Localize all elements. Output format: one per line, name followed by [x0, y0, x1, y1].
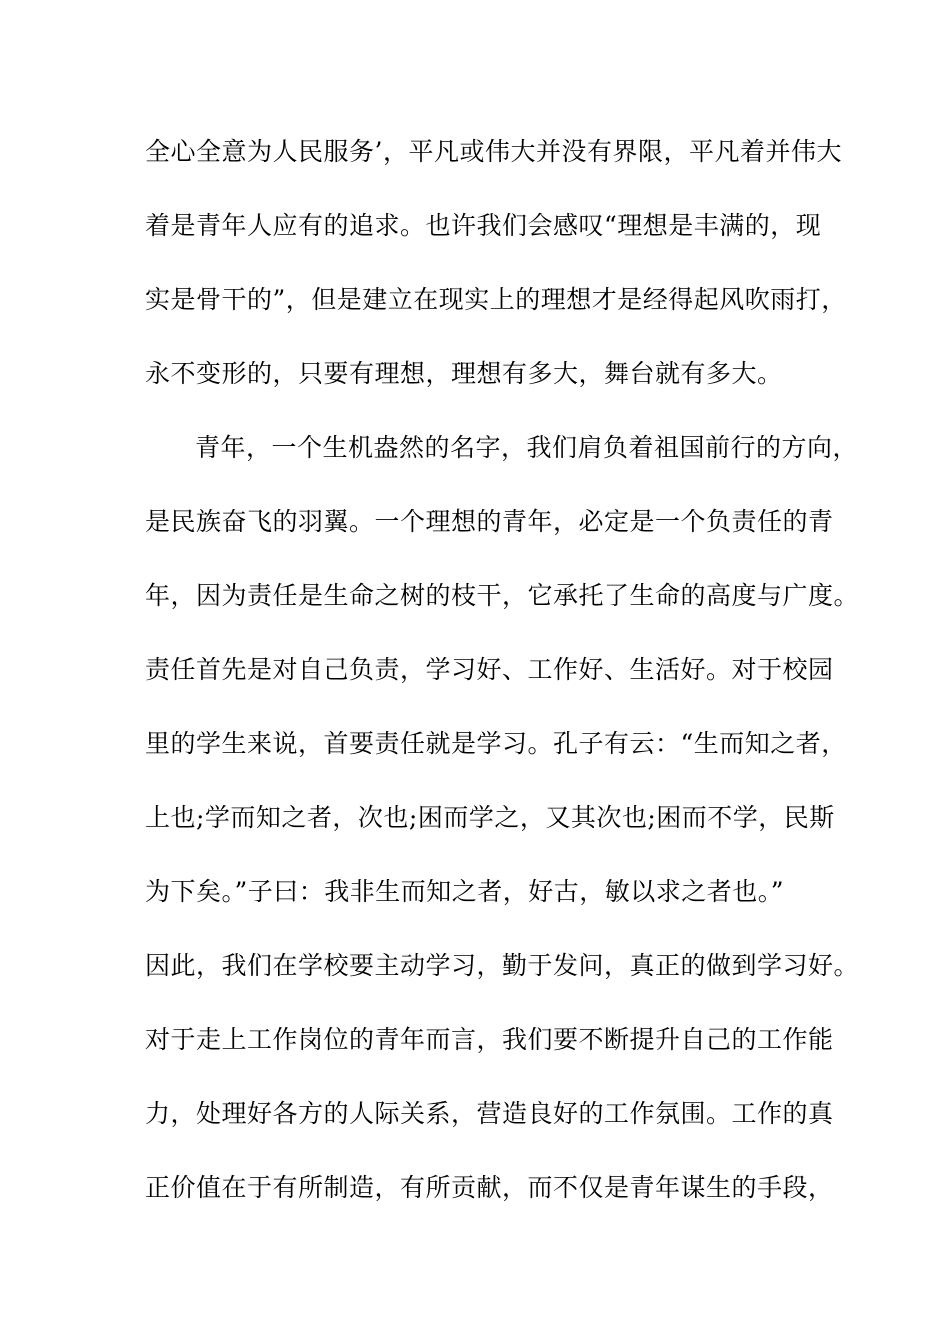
text-line: 力，处理好各方的人际关系，营造良好的工作氛围。工作的真 [145, 1099, 834, 1128]
text-line: 里的学生来说，首要责任就是学习。孔子有云：“生而知之者， [145, 729, 847, 758]
text-line: 责任首先是对自己负责，学习好、工作好、生活好。对于校园 [145, 655, 834, 684]
text-line: 年，因为责任是生命之树的枝干，它承托了生命的高度与广度。 [145, 581, 860, 610]
paragraph-start-line: 青年，一个生机盎然的名字，我们肩负着祖国前行的方向， [195, 433, 859, 462]
text-line: 因此，我们在学校要主动学习，勤于发问，真正的做到学习好。 [145, 951, 860, 980]
text-line: 为下矣。”子曰：我非生而知之者，好古，敏以求之者也。” [145, 877, 785, 906]
body-text [145, 132, 860, 1242]
text-line: 着是青年人应有的追求。也许我们会感叹“理想是丰满的，现 [145, 211, 822, 240]
text-line: 是民族奋飞的羽翼。一个理想的青年，必定是一个负责任的青 [145, 507, 834, 536]
text-line: 永不变形的，只要有理想，理想有多大，舞台就有多大。 [145, 359, 783, 388]
text-line: 全心全意为人民服务’，平凡或伟大并没有界限，平凡着并伟大 [145, 137, 842, 166]
text-line: 上也;学而知之者，次也;困而学之，又其次也;困而不学，民斯 [145, 803, 835, 832]
text-line: 实是骨干的”，但是建立在现实上的理想才是经得起风吹雨打， [145, 285, 847, 314]
text-line: 对于走上工作岗位的青年而言，我们要不断提升自己的工作能 [145, 1025, 834, 1054]
text-line: 正价值在于有所制造，有所贡献，而不仅是青年谋生的手段， [145, 1173, 834, 1202]
